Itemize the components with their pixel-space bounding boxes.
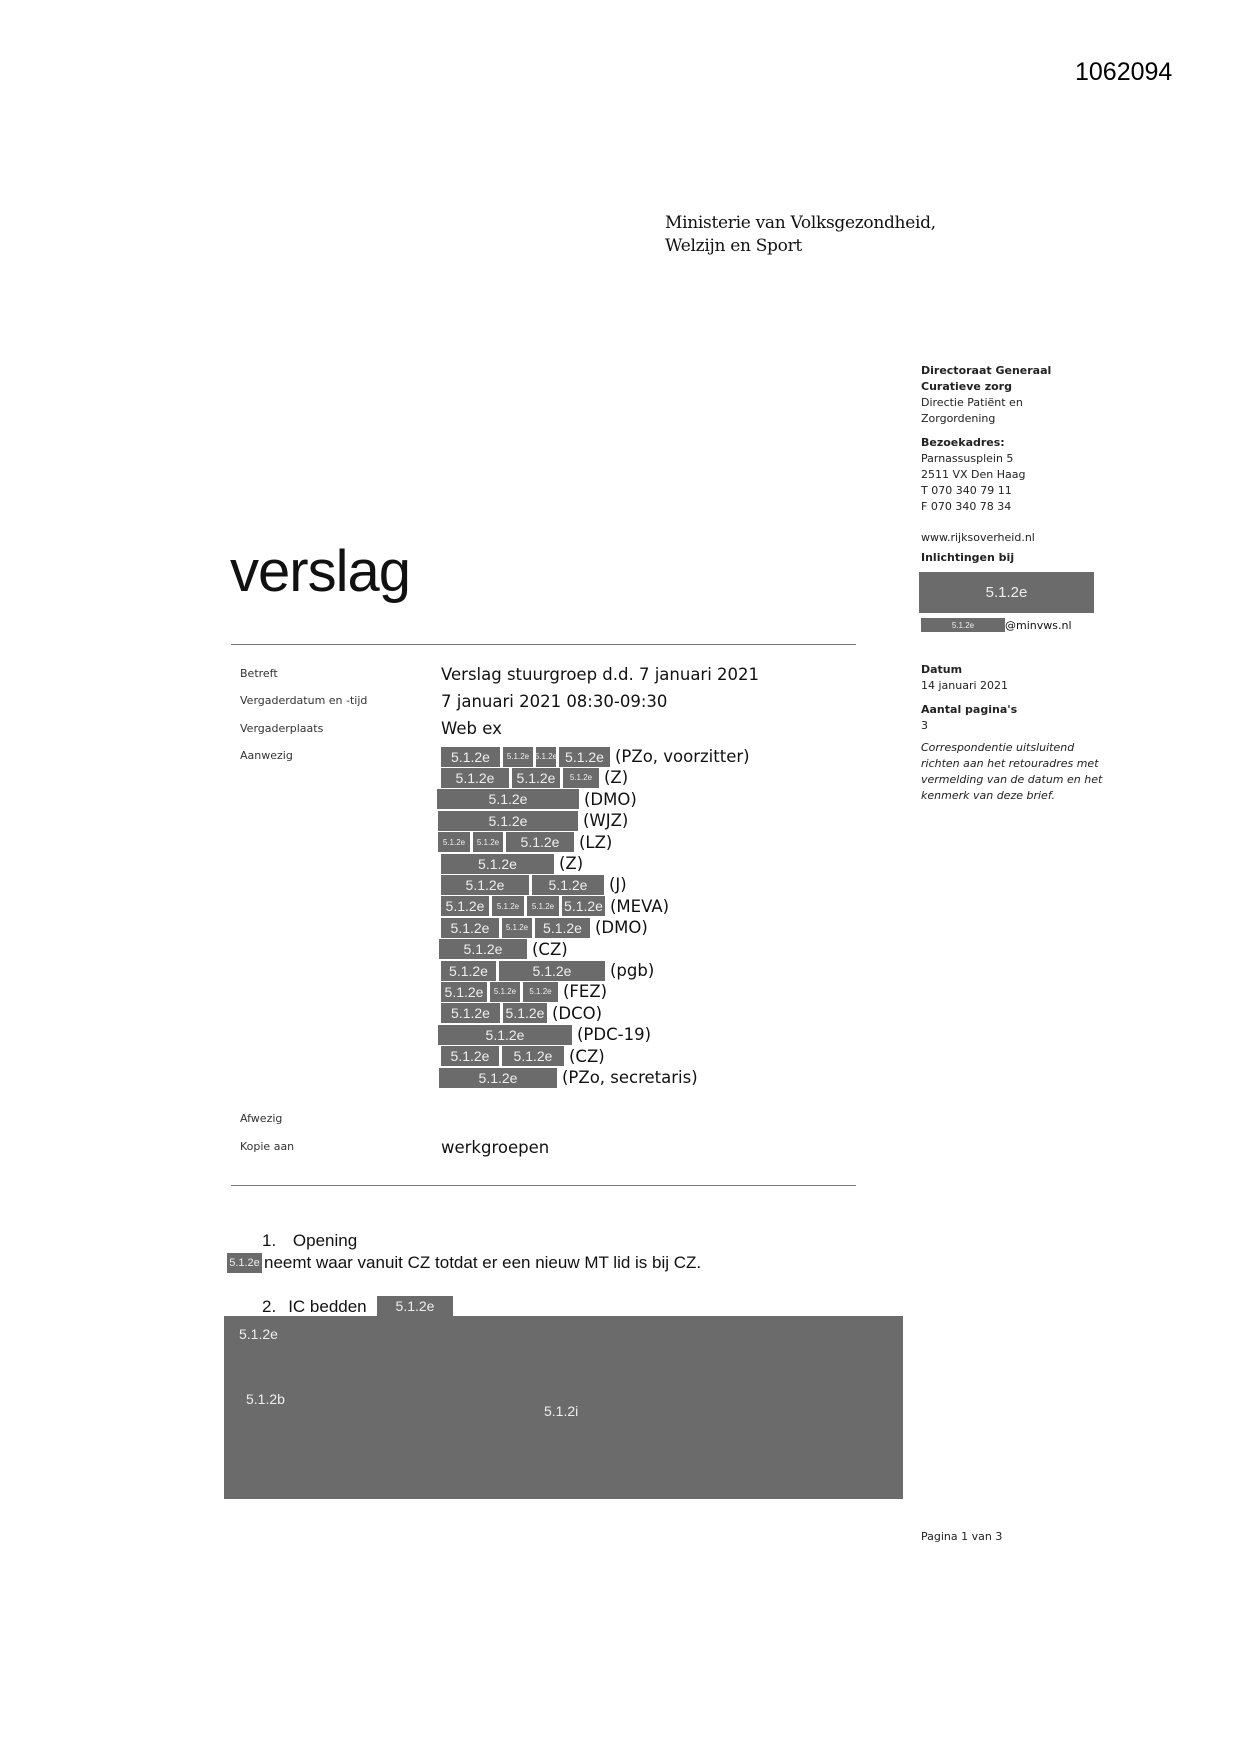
attendee-department: (CZ) [569,1046,605,1066]
attendee-department: (MEVA) [610,896,670,916]
redaction-code: 5.1.2e [239,1326,278,1342]
redaction-box: 5.1.2e [441,875,529,895]
section-1-redaction: 5.1.2e [227,1253,262,1273]
date-block [921,662,1106,804]
city: 2511 VX Den Haag [921,468,1026,481]
section-2-number: 2. [262,1297,277,1316]
email-domain: @minvws.nl [1005,618,1072,632]
attendee-row [441,1046,605,1067]
info-label: Inlichtingen bij [921,551,1015,564]
pages-value: 3 [921,719,928,732]
section-2-heading [262,1297,367,1317]
redaction-code: 5.1.2b [246,1391,285,1407]
attendee-row [441,960,654,981]
attendee-department: (Z) [604,768,629,788]
ministry-line-2: Welzijn en Sport [665,236,802,256]
attendee-row [441,896,669,917]
present-label: Aanwezig [240,749,293,762]
website-link[interactable]: www.rijksoverheid.nl [921,531,1035,544]
info-redaction: 5.1.2e [919,572,1094,613]
sender-block [921,363,1051,566]
redaction-box: 5.1.2e [499,961,605,981]
redaction-box: 5.1.2e [502,1046,564,1066]
attendee-row [441,746,750,767]
attendee-department: (DMO) [595,918,648,938]
page-number: Pagina 1 van 3 [921,1530,1003,1543]
fax: F 070 340 78 34 [921,500,1012,513]
attendee-department: (pgb) [610,961,655,980]
redaction-box: 5.1.2e [506,832,574,852]
redaction-box: 5.1.2e [535,918,590,938]
copy-value: werkgroepen [441,1138,550,1157]
ministry-logo-text [665,212,936,258]
correspondence-note: Correspondentie uitsluitend richten aan het retouradres met vermelding van de datum en het kenmerk van deze brief. [921,741,1103,802]
redaction-box: 5.1.2e [441,1046,499,1066]
place-value: Web ex [441,719,502,738]
redaction-box: 5.1.2e [441,1003,500,1023]
redacted-block [224,1316,903,1499]
redaction-box: 5.1.2e [439,939,527,959]
visit-label: Bezoekadres: [921,436,1005,449]
pages-label: Aantal pagina's [921,703,1018,716]
attendee-row [441,853,583,874]
redaction-box: 5.1.2e [441,918,499,938]
divider-bottom [231,1185,856,1186]
attendee-department: (PZo, secretaris) [562,1068,698,1087]
phone: T 070 340 79 11 [921,484,1012,497]
attendee-row [438,832,612,853]
redaction-box: 5.1.2e [438,811,578,831]
attendee-department: (DCO) [552,1003,603,1023]
attendee-row [438,1024,651,1045]
redaction-box: 5.1.2e [523,982,558,1002]
section-2-title-redaction: 5.1.2e [377,1296,453,1316]
redaction-box: 5.1.2e [437,789,579,809]
date-label: Datum [921,663,963,676]
attendee-department: (LZ) [579,832,613,852]
copy-label: Kopie aan [240,1140,295,1153]
redaction-box: 5.1.2e [559,747,610,767]
section-1-body: neemt waar vanuit CZ totdat er een nieuw MT lid is bij CZ. [264,1253,702,1272]
divider-top [231,644,856,645]
redaction-box: 5.1.2e [441,768,509,788]
subject-label: Betreft [240,667,278,680]
attendee-row [439,1067,698,1088]
section-2-title: IC bedden [288,1297,367,1316]
redaction-box: 5.1.2e [562,896,605,916]
date-value: 14 januari 2021 [921,679,1009,692]
attendee-department: (WJZ) [583,811,629,831]
document-title: verslag [230,539,410,604]
redaction-box: 5.1.2e [441,982,487,1002]
attendee-department: (CZ) [532,939,568,959]
redaction-box: 5.1.2e [503,747,533,767]
attendee-department: (PZo, voorzitter) [615,747,750,766]
place-label: Vergaderplaats [240,722,324,735]
attendee-row [439,939,568,960]
attendee-row [441,917,648,938]
attendee-row [441,767,628,788]
attendee-row [437,789,637,810]
redaction-box: 5.1.2e [438,832,470,852]
dg-name: Directoraat Generaal [921,364,1052,377]
redaction-box: 5.1.2e [473,832,503,852]
attendee-department: (J) [609,875,627,895]
redaction-box: 5.1.2e [536,747,556,767]
redaction-box: 5.1.2e [441,747,500,767]
redaction-box: 5.1.2e [490,982,520,1002]
redaction-box: 5.1.2e [438,1025,572,1045]
redaction-box: 5.1.2e [563,768,599,788]
subject-value: Verslag stuurgroep d.d. 7 januari 2021 [441,665,760,684]
redaction-box: 5.1.2e [527,896,559,916]
absent-label: Afwezig [240,1112,283,1125]
redaction-box: 5.1.2e [439,1068,557,1088]
attendee-department: (Z) [559,854,584,873]
attendee-row [441,1003,602,1024]
redaction-box: 5.1.2e [441,961,496,981]
email-redaction: 5.1.2e [921,618,1005,632]
section-1-title: Opening [292,1231,358,1250]
attendee-department: (FEZ) [563,982,608,1002]
directie-1: Directie Patiënt en [921,396,1023,409]
section-1-text [227,1253,701,1273]
document-id: 1062094 [1075,58,1173,86]
redaction-box: 5.1.2e [512,768,560,788]
redaction-box: 5.1.2e [441,854,554,874]
section-1-number: 1. [262,1231,277,1250]
attendee-row [441,981,607,1002]
attendee-row [441,874,627,895]
redaction-box: 5.1.2e [532,875,604,895]
redaction-box: 5.1.2e [492,896,524,916]
section-1-heading [262,1231,357,1251]
dg-name-2: Curatieve zorg [921,380,1012,393]
datetime-label: Vergaderdatum en -tijd [240,694,368,707]
attendee-department: (DMO) [584,789,637,809]
redaction-box: 5.1.2e [502,918,532,938]
attendee-row [438,810,628,831]
directie-2: Zorgordening [921,412,996,425]
redaction-box: 5.1.2e [441,896,489,916]
ministry-line-1: Ministerie van Volksgezondheid, [665,213,936,233]
street: Parnassusplein 5 [921,452,1014,465]
attendee-department: (PDC-19) [577,1025,652,1045]
redaction-box: 5.1.2e [503,1003,547,1023]
redaction-code: 5.1.2i [544,1403,579,1419]
datetime-value: 7 januari 2021 08:30-09:30 [441,692,668,711]
